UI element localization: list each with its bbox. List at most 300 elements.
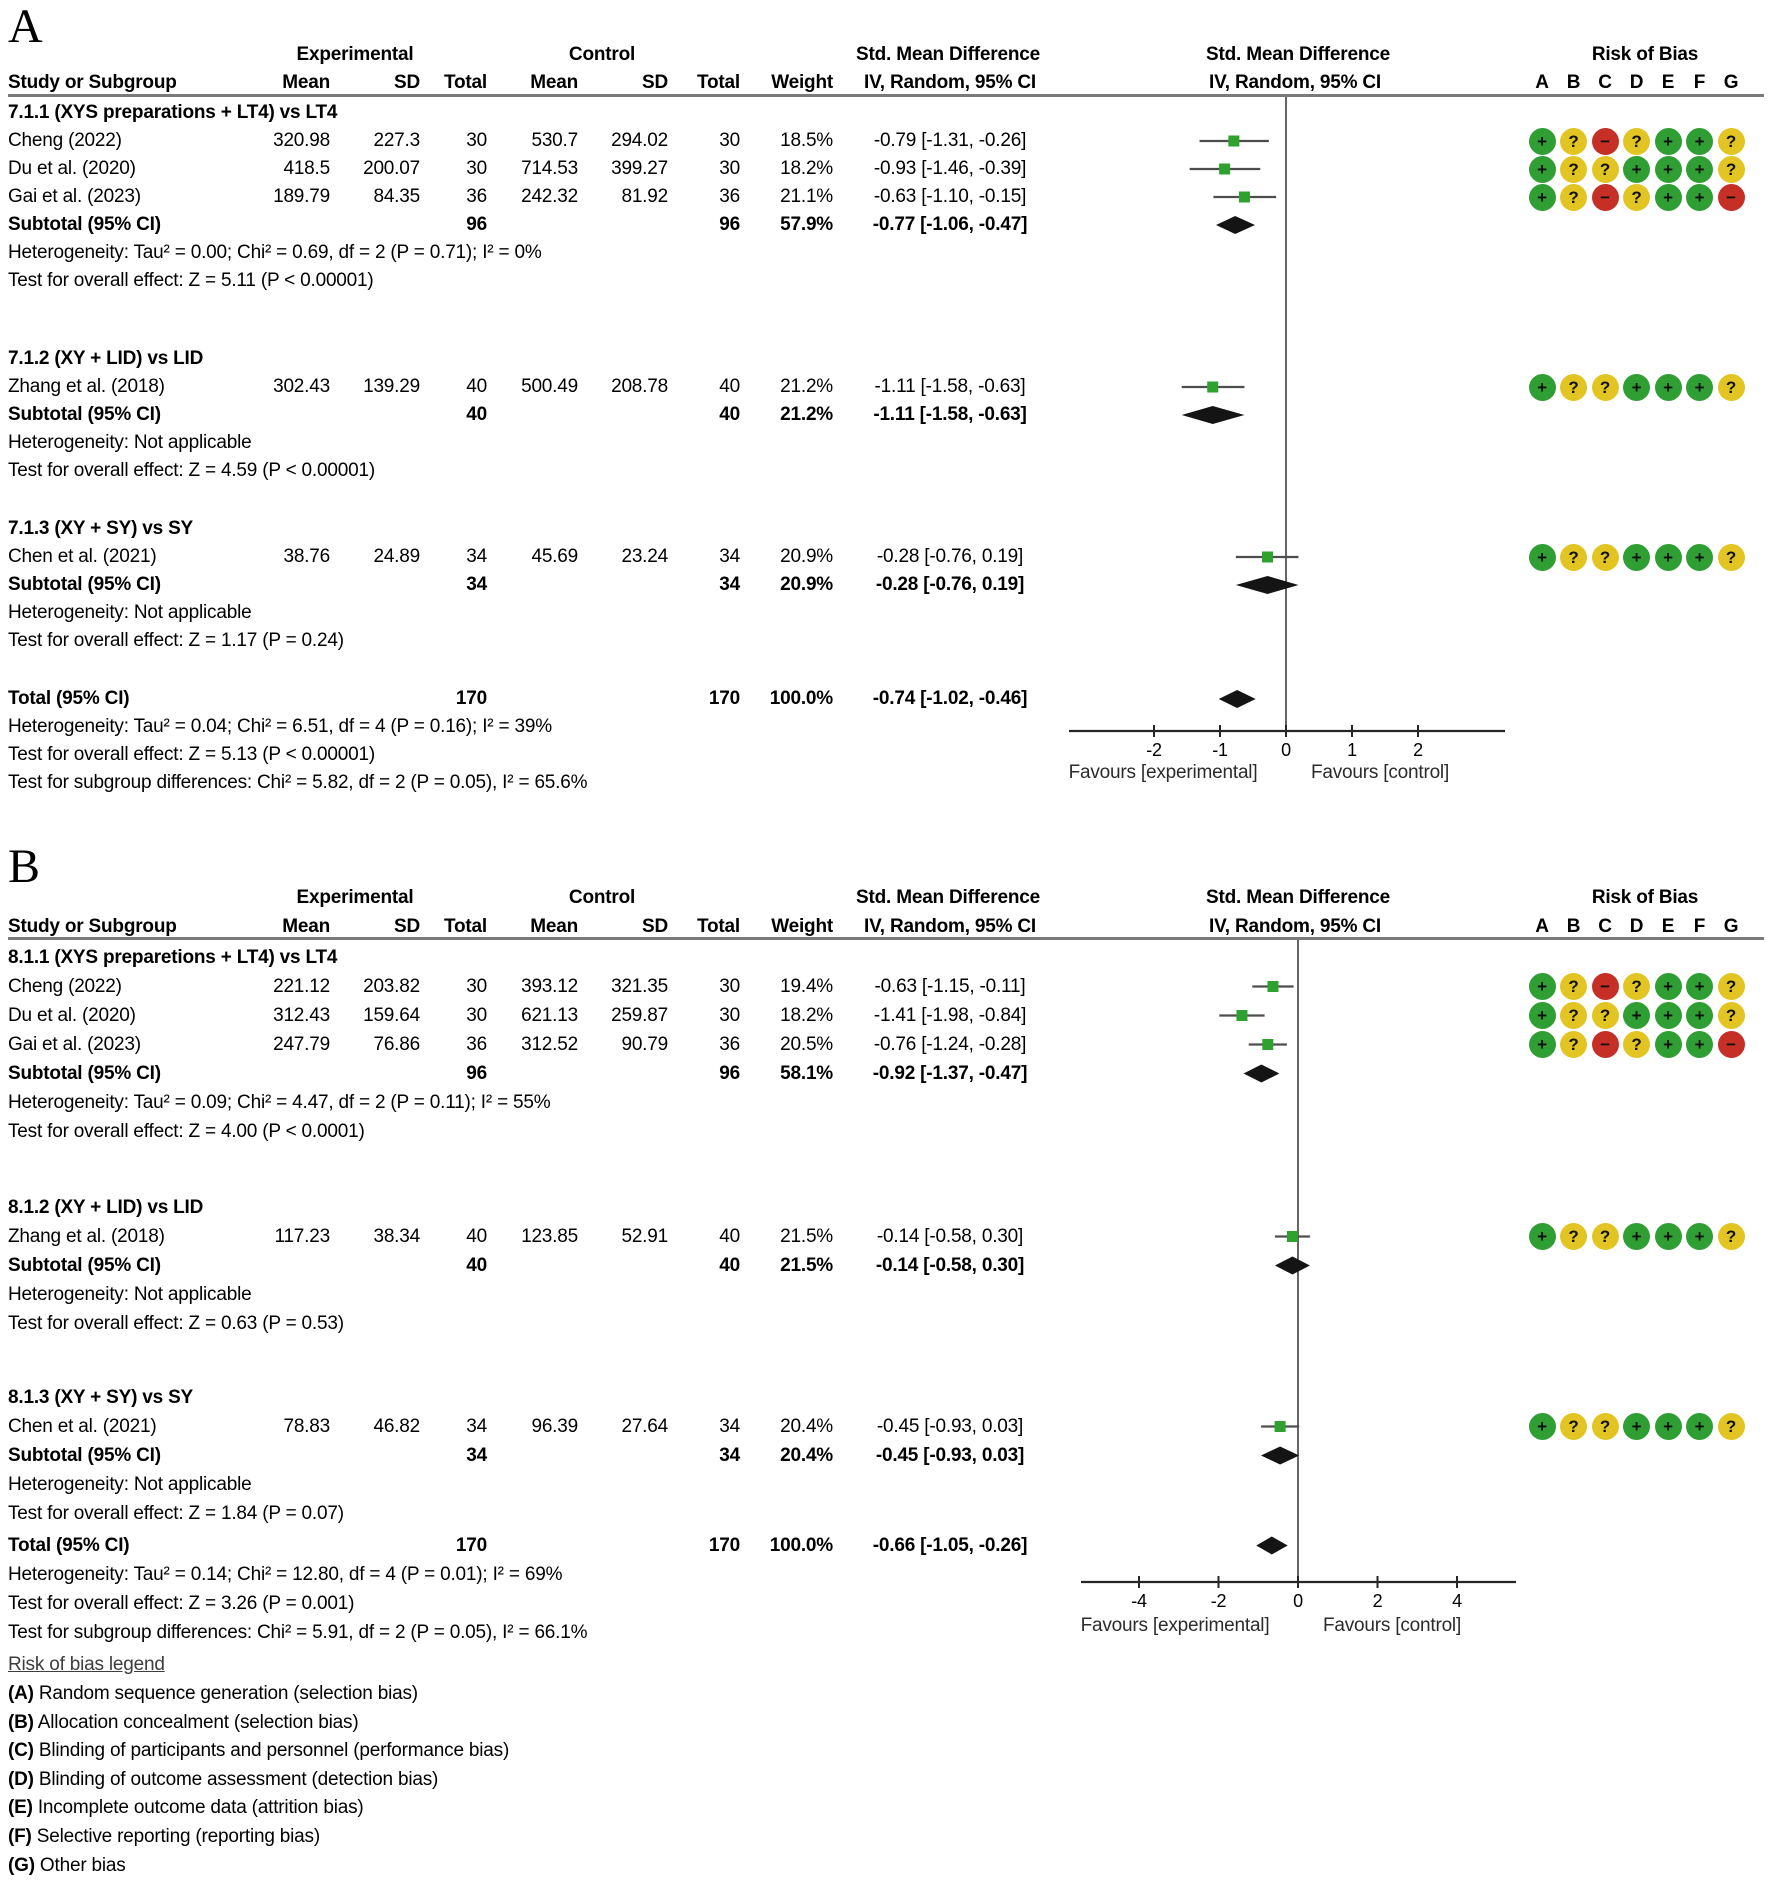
rob-legend-item [8, 1680, 1108, 1708]
rob-unclear-risk-icon: ? [1560, 1223, 1587, 1250]
column-header-sd-ctl: SD [642, 916, 668, 937]
rob-legend-letter: (G) [8, 1854, 35, 1876]
study-label: Zhang et al. (2018) [8, 1225, 165, 1247]
axis-tick-label: 4 [1452, 1591, 1462, 1611]
favours-right-label: Favours [control] [1310, 762, 1450, 783]
column-header-total-exp: Total [444, 916, 487, 937]
rob-unclear-risk-icon: ? [1623, 128, 1650, 155]
rob-legend-letter: (C) [8, 1740, 34, 1762]
point-estimate-marker [1267, 981, 1278, 992]
rob-legend-text: Other bias [34, 1854, 126, 1876]
axis-tick-label: 0 [1281, 740, 1291, 760]
rob-legend-letter: (A) [8, 1683, 34, 1704]
weight-cell: 18.5% [780, 130, 833, 151]
weight-cell: 21.2% [780, 404, 833, 425]
analysis-note: Test for overall effect: Z = 4.59 (P < 0.00001) [8, 460, 375, 481]
pooled-effect-diamond [1261, 1447, 1299, 1465]
ci-text-cell: -1.11 [-1.58, -0.63] [874, 376, 1026, 397]
mean-exp-cell: 78.83 [283, 1415, 330, 1437]
favours-right-label: Favours [control] [1322, 1615, 1462, 1636]
header-rule [8, 94, 1764, 97]
rob-legend-text: Blinding of outcome assessment (detection bias) [33, 1768, 439, 1790]
rob-unclear-risk-icon: ? [1560, 973, 1587, 1000]
rob-legend-text: Incomplete outcome data (attrition bias) [32, 1797, 364, 1819]
rob-low-risk-icon: + [1686, 973, 1713, 1000]
rob-unclear-risk-icon: ? [1718, 544, 1745, 571]
sd-ctl-cell: 27.64 [621, 1415, 668, 1437]
total-exp-cell: 170 [455, 688, 487, 709]
mean-exp-cell: 247.79 [273, 1033, 330, 1055]
total-label: Total (95% CI) [8, 1534, 130, 1556]
rob-unclear-risk-icon: ? [1560, 184, 1587, 211]
mean-exp-cell: 189.79 [273, 186, 330, 207]
sd-ctl-cell: 208.78 [611, 376, 668, 397]
ci-text-cell: -0.63 [-1.10, -0.15] [873, 186, 1027, 207]
subtotal-label: Subtotal (95% CI) [8, 1444, 161, 1466]
mean-ctl-cell: 393.12 [521, 975, 578, 997]
analysis-note: Test for overall effect: Z = 5.11 (P < 0.00001) [8, 270, 374, 291]
mean-ctl-cell: 500.49 [521, 376, 578, 397]
rob-low-risk-icon: + [1686, 1031, 1713, 1058]
subtotal-label: Subtotal (95% CI) [8, 1062, 161, 1084]
rob-legend-text: Random sequence generation (selection bias) [33, 1683, 418, 1704]
rob-column-letter: B [1566, 72, 1581, 93]
total-ctl-cell: 36 [719, 186, 740, 207]
rob-low-risk-icon: + [1655, 1223, 1682, 1250]
ci-text-cell: -0.74 [-1.02, -0.46] [872, 688, 1028, 709]
total-exp-cell: 40 [466, 1254, 487, 1276]
mean-exp-cell: 117.23 [274, 1225, 330, 1247]
column-group-smd-plot: Std. Mean Difference [1206, 887, 1390, 908]
rob-low-risk-icon: + [1655, 544, 1682, 571]
rob-low-risk-icon: + [1623, 156, 1650, 183]
rob-column-letter: B [1566, 916, 1581, 937]
total-ctl-cell: 30 [719, 975, 740, 997]
subgroup-heading: 8.1.1 (XYS preparetions + LT4) vs LT4 [8, 946, 338, 968]
rob-unclear-risk-icon: ? [1718, 973, 1745, 1000]
rob-legend-item [8, 1823, 1108, 1851]
rob-high-risk-icon: − [1592, 128, 1619, 155]
weight-cell: 57.9% [780, 214, 833, 235]
rob-unclear-risk-icon: ? [1560, 1031, 1587, 1058]
rob-high-risk-icon: − [1718, 1031, 1745, 1058]
study-label: Gai et al. (2023) [8, 186, 141, 207]
rob-unclear-risk-icon: ? [1592, 544, 1619, 571]
point-estimate-marker [1236, 1010, 1247, 1021]
point-estimate-marker [1262, 552, 1273, 563]
ci-text-cell: -0.77 [-1.06, -0.47] [872, 214, 1028, 235]
ci-text-cell: -0.14 [-0.58, 0.30] [876, 1225, 1024, 1247]
analysis-note: Test for overall effect: Z = 0.63 (P = 0.53) [8, 1312, 344, 1334]
sd-exp-cell: 159.64 [363, 1004, 420, 1026]
sd-ctl-cell: 81.92 [621, 186, 668, 207]
column-group-experimental: Experimental [296, 44, 414, 65]
rob-low-risk-icon: + [1529, 156, 1556, 183]
rob-low-risk-icon: + [1623, 1413, 1650, 1440]
rob-high-risk-icon: − [1592, 184, 1619, 211]
ci-text-cell: -0.92 [-1.37, -0.47] [872, 1062, 1028, 1084]
column-header-mean-exp: Mean [282, 72, 330, 93]
rob-legend-letter: (F) [8, 1826, 32, 1847]
pooled-effect-diamond [1256, 1537, 1287, 1555]
total-exp-cell: 34 [466, 1415, 487, 1437]
point-estimate-marker [1275, 1421, 1286, 1432]
rob-legend-letter: (D) [8, 1768, 34, 1790]
study-label: Gai et al. (2023) [8, 1033, 141, 1055]
mean-ctl-cell: 123.85 [521, 1225, 578, 1247]
rob-low-risk-icon: + [1623, 1002, 1650, 1029]
total-ctl-cell: 30 [719, 158, 740, 179]
rob-column-letter: G [1723, 72, 1739, 93]
rob-legend-item [8, 1737, 1108, 1765]
rob-low-risk-icon: + [1655, 1413, 1682, 1440]
ci-text-cell: -0.14 [-0.58, 0.30] [875, 1254, 1025, 1276]
subtotal-label: Subtotal (95% CI) [8, 404, 161, 425]
rob-low-risk-icon: + [1529, 184, 1556, 211]
rob-unclear-risk-icon: ? [1560, 1413, 1587, 1440]
rob-unclear-risk-icon: ? [1560, 544, 1587, 571]
weight-cell: 20.9% [780, 546, 833, 567]
point-estimate-marker [1207, 382, 1218, 393]
rob-low-risk-icon: + [1686, 156, 1713, 183]
subgroup-heading: 7.1.1 (XYS preparations + LT4) vs LT4 [8, 102, 338, 123]
total-label: Total (95% CI) [8, 688, 130, 709]
total-exp-cell: 170 [455, 1534, 487, 1556]
ci-text-cell: -0.28 [-0.76, 0.19] [876, 546, 1024, 567]
rob-unclear-risk-icon: ? [1718, 1413, 1745, 1440]
analysis-note: Test for subgroup differences: Chi² = 5.91, df = 2 (P = 0.05), I² = 66.1% [8, 1621, 588, 1643]
column-header-iv-plot: IV, Random, 95% CI [1208, 916, 1382, 937]
rob-column-letter: F [1693, 916, 1706, 937]
rob-column-letter: A [1535, 916, 1549, 937]
rob-column-letter: C [1598, 72, 1612, 93]
rob-unclear-risk-icon: ? [1718, 1002, 1745, 1029]
point-estimate-marker [1287, 1231, 1298, 1242]
weight-cell: 100.0% [769, 688, 833, 709]
analysis-note: Heterogeneity: Not applicable [8, 432, 252, 453]
rob-column-letter: F [1693, 72, 1706, 93]
total-ctl-cell: 34 [719, 1415, 740, 1437]
rob-legend-item [8, 1766, 1108, 1794]
pooled-effect-diamond [1275, 1257, 1310, 1275]
total-ctl-cell: 96 [719, 214, 740, 235]
total-exp-cell: 34 [466, 546, 487, 567]
rob-unclear-risk-icon: ? [1560, 374, 1587, 401]
column-group-control: Control [568, 887, 636, 908]
column-group-experimental: Experimental [296, 887, 414, 908]
column-group-smd-plot: Std. Mean Difference [1206, 44, 1390, 65]
total-exp-cell: 36 [466, 186, 487, 207]
rob-unclear-risk-icon: ? [1718, 128, 1745, 155]
rob-low-risk-icon: + [1655, 1002, 1682, 1029]
subgroup-heading: 7.1.2 (XY + LID) vs LID [8, 348, 204, 369]
rob-low-risk-icon: + [1529, 544, 1556, 571]
ci-text-cell: -0.45 [-0.93, 0.03] [876, 1415, 1024, 1437]
ci-text-cell: -0.63 [-1.15, -0.11] [874, 975, 1026, 997]
rob-legend-title: Risk of bias legend [8, 1654, 165, 1675]
total-exp-cell: 96 [466, 1062, 487, 1084]
weight-cell: 21.1% [780, 186, 833, 207]
total-ctl-cell: 170 [708, 1534, 740, 1556]
rob-low-risk-icon: + [1655, 184, 1682, 211]
rob-low-risk-icon: + [1686, 1413, 1713, 1440]
total-exp-cell: 30 [466, 975, 487, 997]
point-estimate-marker [1262, 1039, 1273, 1050]
column-header-total-ctl: Total [697, 72, 740, 93]
total-ctl-cell: 30 [719, 130, 740, 151]
sd-exp-cell: 84.35 [373, 186, 420, 207]
mean-ctl-cell: 714.53 [521, 158, 578, 179]
pooled-effect-diamond [1236, 576, 1299, 594]
total-exp-cell: 34 [466, 1444, 487, 1466]
rob-high-risk-icon: − [1592, 973, 1619, 1000]
rob-legend-item [8, 1852, 1108, 1880]
rob-unclear-risk-icon: ? [1718, 1223, 1745, 1250]
rob-low-risk-icon: + [1655, 1031, 1682, 1058]
total-exp-cell: 34 [466, 574, 487, 595]
total-exp-cell: 30 [466, 158, 487, 179]
column-header-mean-ctl: Mean [530, 916, 578, 937]
rob-column-letter: E [1661, 72, 1675, 93]
rob-low-risk-icon: + [1529, 128, 1556, 155]
axis-tick-label: 0 [1293, 1591, 1303, 1611]
study-label: Chen et al. (2021) [8, 546, 157, 567]
column-header-sd-exp: SD [394, 72, 420, 93]
column-group-risk-of-bias: Risk of Bias [1591, 44, 1699, 65]
mean-exp-cell: 418.5 [283, 158, 330, 179]
rob-low-risk-icon: + [1529, 973, 1556, 1000]
subgroup-heading: 7.1.3 (XY + SY) vs SY [8, 518, 194, 539]
rob-low-risk-icon: + [1686, 374, 1713, 401]
ci-text-cell: -0.76 [-1.24, -0.28] [873, 1033, 1027, 1055]
axis-tick-label: -1 [1212, 740, 1228, 760]
total-exp-cell: 36 [466, 1033, 487, 1055]
analysis-note: Heterogeneity: Not applicable [8, 1473, 252, 1495]
axis-tick-label: -2 [1210, 1591, 1227, 1611]
total-ctl-cell: 34 [719, 574, 740, 595]
weight-cell: 18.2% [780, 1004, 833, 1026]
analysis-note: Test for overall effect: Z = 3.26 (P = 0.001) [8, 1592, 355, 1614]
column-header-weight: Weight [771, 916, 833, 937]
rob-unclear-risk-icon: ? [1623, 973, 1650, 1000]
rob-unclear-risk-icon: ? [1592, 374, 1619, 401]
analysis-note: Test for overall effect: Z = 5.13 (P < 0.00001) [8, 744, 375, 765]
rob-unclear-risk-icon: ? [1592, 156, 1619, 183]
total-ctl-cell: 96 [719, 1062, 740, 1084]
column-header-iv-text: IV, Random, 95% CI [863, 72, 1037, 93]
mean-exp-cell: 38.76 [283, 546, 330, 567]
weight-cell: 58.1% [780, 1062, 833, 1084]
rob-legend-item [8, 1709, 1108, 1737]
ci-text-cell: -0.79 [-1.31, -0.26] [873, 130, 1027, 151]
analysis-note: Test for subgroup differences: Chi² = 5.82, df = 2 (P = 0.05), I² = 65.6% [8, 772, 588, 793]
mean-ctl-cell: 312.52 [521, 1033, 578, 1055]
column-header-mean-ctl: Mean [530, 72, 578, 93]
pooled-effect-diamond [1182, 406, 1245, 424]
column-group-smd-text: Std. Mean Difference [856, 44, 1040, 65]
total-exp-cell: 96 [466, 214, 487, 235]
column-header-total-ctl: Total [697, 916, 740, 937]
rob-column-letter: D [1629, 72, 1644, 93]
subtotal-label: Subtotal (95% CI) [8, 1254, 161, 1276]
axis-tick-label: -2 [1146, 740, 1162, 760]
rob-low-risk-icon: + [1623, 544, 1650, 571]
rob-unclear-risk-icon: ? [1623, 1031, 1650, 1058]
rob-column-letter: C [1598, 916, 1612, 937]
column-header-sd-ctl: SD [642, 72, 668, 93]
rob-low-risk-icon: + [1529, 1223, 1556, 1250]
ci-text-cell: -0.93 [-1.46, -0.39] [873, 158, 1027, 179]
rob-unclear-risk-icon: ? [1560, 156, 1587, 183]
rob-low-risk-icon: + [1655, 128, 1682, 155]
rob-legend-item [8, 1794, 1108, 1822]
subgroup-heading: 8.1.3 (XY + SY) vs SY [8, 1386, 194, 1408]
axis-tick-label: 1 [1347, 740, 1357, 760]
analysis-note: Test for overall effect: Z = 1.84 (P = 0.07) [8, 1502, 344, 1524]
total-ctl-cell: 34 [719, 1444, 740, 1466]
study-label: Du et al. (2020) [8, 158, 136, 179]
rob-low-risk-icon: + [1655, 973, 1682, 1000]
sd-ctl-cell: 321.35 [611, 975, 668, 997]
total-ctl-cell: 34 [719, 546, 740, 567]
column-group-smd-text: Std. Mean Difference [856, 887, 1040, 908]
axis-tick-label: -4 [1131, 1591, 1147, 1611]
analysis-note: Heterogeneity: Tau² = 0.00; Chi² = 0.69, df = 2 (P = 0.71); I² = 0% [8, 242, 542, 263]
total-exp-cell: 40 [466, 376, 487, 397]
column-header-iv-plot: IV, Random, 95% CI [1208, 72, 1382, 93]
column-group-control: Control [568, 44, 636, 65]
column-header-mean-exp: Mean [282, 916, 330, 937]
weight-cell: 21.5% [780, 1225, 833, 1247]
sd-exp-cell: 46.82 [373, 1415, 420, 1437]
sd-exp-cell: 203.82 [363, 975, 420, 997]
rob-unclear-risk-icon: ? [1592, 1413, 1619, 1440]
subtotal-label: Subtotal (95% CI) [8, 574, 161, 595]
rob-legend-text: Allocation concealment (selection bias) [33, 1711, 359, 1733]
subtotal-label: Subtotal (95% CI) [8, 214, 161, 235]
mean-exp-cell: 320.98 [273, 130, 330, 151]
weight-cell: 21.5% [780, 1254, 833, 1276]
mean-ctl-cell: 96.39 [531, 1415, 578, 1437]
column-header-sd-exp: SD [394, 916, 420, 937]
rob-legend-text: Blinding of participants and personnel (performance bias) [33, 1740, 510, 1762]
rob-low-risk-icon: + [1686, 184, 1713, 211]
rob-low-risk-icon: + [1623, 1223, 1650, 1250]
mean-ctl-cell: 45.69 [531, 546, 578, 567]
sd-exp-cell: 24.89 [373, 546, 420, 567]
axis-tick-label: 2 [1372, 1591, 1383, 1611]
rob-unclear-risk-icon: ? [1560, 128, 1587, 155]
sd-ctl-cell: 23.24 [621, 546, 668, 567]
rob-high-risk-icon: − [1592, 1031, 1619, 1058]
study-label: Cheng (2022) [8, 130, 122, 151]
analysis-note: Heterogeneity: Tau² = 0.14; Chi² = 12.80, df = 4 (P = 0.01); I² = 69% [8, 1563, 563, 1585]
mean-exp-cell: 302.43 [273, 376, 330, 397]
weight-cell: 20.9% [780, 574, 833, 595]
analysis-note: Heterogeneity: Tau² = 0.09; Chi² = 4.47, df = 2 (P = 0.11); I² = 55% [8, 1091, 551, 1113]
sd-exp-cell: 139.29 [363, 376, 420, 397]
mean-ctl-cell: 242.32 [521, 186, 578, 207]
rob-low-risk-icon: + [1686, 1002, 1713, 1029]
weight-cell: 100.0% [769, 1534, 833, 1556]
rob-low-risk-icon: + [1529, 1031, 1556, 1058]
rob-low-risk-icon: + [1623, 374, 1650, 401]
sd-exp-cell: 76.86 [373, 1033, 420, 1055]
pooled-effect-diamond [1219, 690, 1256, 708]
rob-low-risk-icon: + [1686, 1223, 1713, 1250]
total-ctl-cell: 40 [719, 376, 740, 397]
point-estimate-marker [1239, 192, 1250, 203]
sd-ctl-cell: 399.27 [611, 158, 668, 179]
mean-ctl-cell: 621.13 [521, 1004, 578, 1026]
ci-text-cell: -1.41 [-1.98, -0.84] [873, 1004, 1027, 1026]
rob-low-risk-icon: + [1655, 374, 1682, 401]
total-ctl-cell: 170 [708, 688, 740, 709]
rob-unclear-risk-icon: ? [1560, 1002, 1587, 1029]
weight-cell: 20.4% [780, 1444, 833, 1466]
analysis-note: Heterogeneity: Not applicable [8, 1283, 252, 1305]
rob-low-risk-icon: + [1529, 1413, 1556, 1440]
rob-column-letter: E [1661, 916, 1675, 937]
header-rule [8, 937, 1764, 940]
ci-text-cell: -0.45 [-0.93, 0.03] [875, 1444, 1025, 1466]
sd-ctl-cell: 294.02 [611, 130, 668, 151]
ci-text-cell: -0.28 [-0.76, 0.19] [875, 574, 1025, 595]
total-exp-cell: 30 [466, 1004, 487, 1026]
column-header-iv-text: IV, Random, 95% CI [863, 916, 1037, 937]
rob-low-risk-icon: + [1529, 374, 1556, 401]
total-ctl-cell: 40 [719, 1225, 740, 1247]
rob-low-risk-icon: + [1655, 156, 1682, 183]
rob-unclear-risk-icon: ? [1592, 1002, 1619, 1029]
rob-column-letter: G [1723, 916, 1739, 937]
column-header-total-exp: Total [444, 72, 487, 93]
rob-unclear-risk-icon: ? [1718, 156, 1745, 183]
rob-legend-letter: (B) [8, 1711, 34, 1733]
ci-text-cell: -0.66 [-1.05, -0.26] [872, 1534, 1028, 1556]
rob-low-risk-icon: + [1686, 128, 1713, 155]
ci-text-cell: -1.11 [-1.58, -0.63] [873, 404, 1027, 425]
study-label: Chen et al. (2021) [8, 1415, 157, 1437]
rob-high-risk-icon: − [1718, 184, 1745, 211]
mean-ctl-cell: 530.7 [531, 130, 578, 151]
pooled-effect-diamond [1244, 1065, 1280, 1083]
rob-low-risk-icon: + [1686, 544, 1713, 571]
analysis-note: Heterogeneity: Not applicable [8, 602, 252, 623]
total-exp-cell: 40 [466, 404, 487, 425]
rob-column-letter: A [1535, 72, 1549, 93]
pooled-effect-diamond [1216, 216, 1255, 234]
column-header-weight: Weight [771, 72, 833, 93]
sd-ctl-cell: 259.87 [611, 1004, 668, 1026]
sd-exp-cell: 227.3 [373, 130, 420, 151]
rob-legend-text: Selective reporting (reporting bias) [31, 1826, 320, 1847]
rob-unclear-risk-icon: ? [1623, 184, 1650, 211]
rob-unclear-risk-icon: ? [1592, 1223, 1619, 1250]
study-label: Zhang et al. (2018) [8, 376, 165, 397]
rob-unclear-risk-icon: ? [1718, 374, 1745, 401]
axis-tick-label: 2 [1413, 740, 1423, 760]
favours-left-label: Favours [experimental] [1068, 762, 1258, 783]
subgroup-heading: 8.1.2 (XY + LID) vs LID [8, 1196, 204, 1218]
favours-left-label: Favours [experimental] [1080, 1615, 1270, 1636]
weight-cell: 20.4% [780, 1415, 833, 1437]
weight-cell: 20.5% [780, 1033, 833, 1055]
rob-column-letter: D [1629, 916, 1644, 937]
column-header-study: Study or Subgroup [8, 916, 177, 937]
rob-legend-letter: (E) [8, 1797, 33, 1819]
weight-cell: 18.2% [780, 158, 833, 179]
